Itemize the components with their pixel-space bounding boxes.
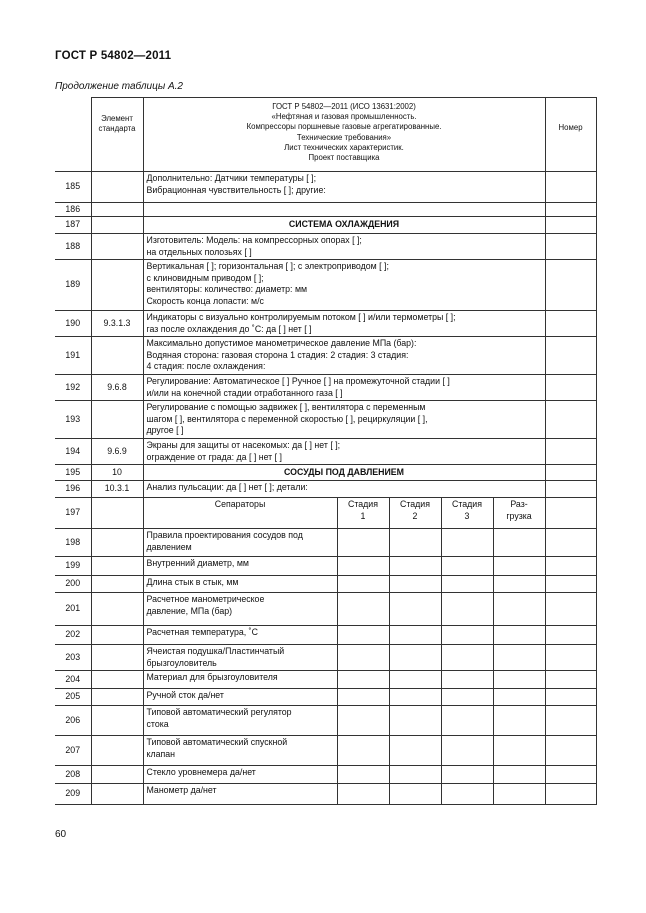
row-content-line: СИСТЕМА ОХЛАЖДЕНИЯ xyxy=(288,219,400,230)
separator-stage-2-cell xyxy=(389,784,441,805)
row-content-line: с клиновидным приводом [ ]; xyxy=(146,272,264,283)
row-number: 195 xyxy=(55,465,91,481)
row-element xyxy=(91,529,143,557)
row-element xyxy=(91,337,143,375)
row-element: 10 xyxy=(91,465,143,481)
separator-stage-1-cell xyxy=(337,689,389,706)
row-nomer xyxy=(545,736,596,766)
separator-row-label-line: Типовой автоматический регулятор xyxy=(146,707,292,717)
separator-row xyxy=(55,706,596,736)
separator-stage-1-cell xyxy=(337,557,389,576)
separator-row xyxy=(55,645,596,671)
separator-row-label-line: Правила проектирования сосудов под xyxy=(146,530,303,540)
row-element xyxy=(91,645,143,671)
row-number: 191 xyxy=(55,337,91,375)
separator-row xyxy=(55,529,596,557)
separator-stage-2-cell xyxy=(389,736,441,766)
row-nomer xyxy=(545,337,596,375)
separator-stage-1-cell xyxy=(337,766,389,784)
separator-stage-1-header-line: Стадия xyxy=(348,499,378,509)
separator-row-label-line: Ручной сток да/нет xyxy=(146,690,224,700)
table-row xyxy=(55,203,596,217)
table-row xyxy=(55,465,596,481)
header-title-line: Проект поставщика xyxy=(308,153,380,163)
row-content-line: Экраны для защиты от насекомых: да [ ] нет [ ]; xyxy=(146,440,341,450)
separator-unload-header xyxy=(493,498,545,529)
separator-row-label-line: Типовой автоматический спускной xyxy=(146,737,288,747)
separator-stage-3-cell xyxy=(441,766,493,784)
row-element xyxy=(91,766,143,784)
row-content-line: вентиляторы: количество: диаметр: мм xyxy=(146,284,308,294)
row-number: 205 xyxy=(55,689,91,706)
row-content-line: Вибрационная чувствительность [ ]; другие: xyxy=(146,184,326,195)
row-element xyxy=(91,576,143,593)
row-number: 189 xyxy=(55,260,91,311)
separator-stage-3-cell xyxy=(441,706,493,736)
separator-stage-1-cell xyxy=(337,736,389,766)
separator-stage-3-cell xyxy=(441,593,493,626)
row-nomer xyxy=(545,529,596,557)
row-nomer xyxy=(545,481,596,498)
row-nomer xyxy=(545,311,596,337)
separator-row-label-line: Расчетная температура, ˚С xyxy=(146,627,258,637)
separator-stage-2-cell xyxy=(389,706,441,736)
table-row xyxy=(55,311,596,337)
separator-unload-header-line: грузка xyxy=(506,510,532,521)
row-element: 10.3.1 xyxy=(91,481,143,498)
row-content-line: Анализ пульсации: да [ ] нет [ ]; детали: xyxy=(146,482,308,492)
separator-row-label-line: брызгоуловитель xyxy=(146,657,217,668)
separator-row xyxy=(55,671,596,689)
header-element-cell xyxy=(91,98,143,172)
row-element xyxy=(91,401,143,439)
row-content-line: Регулирование с помощью задвижек [ ], вентилятора с переменным xyxy=(146,402,426,412)
separator-row-label-line: Материал для брызгоуловителя xyxy=(146,672,278,682)
separator-row xyxy=(55,766,596,784)
separator-unload-cell xyxy=(493,766,545,784)
row-number: 200 xyxy=(55,576,91,593)
header-title-line: ГОСТ Р 54802—2011 (ИСО 13631:2002) xyxy=(272,102,416,111)
separator-stage-2-cell xyxy=(389,557,441,576)
separator-stage-2-cell xyxy=(389,766,441,784)
row-element xyxy=(91,203,143,217)
separator-stage-1-header-line: 1 xyxy=(360,510,366,521)
separator-row-label-line: давление, МПа (бар) xyxy=(146,605,233,616)
row-number: 208 xyxy=(55,766,91,784)
separator-row xyxy=(55,576,596,593)
separator-unload-cell xyxy=(493,576,545,593)
header-title-cell xyxy=(143,98,545,172)
separator-unload-cell xyxy=(493,689,545,706)
separator-row-label-line: Ячеистая подушка/Пластинчатый xyxy=(146,646,285,656)
row-element xyxy=(91,706,143,736)
separator-row-label-line: Длина стык в стык, мм xyxy=(146,577,239,587)
separator-stage-3-cell xyxy=(441,784,493,805)
separator-stage-3-header-line: Стадия xyxy=(452,499,482,509)
row-element: 9.3.1.3 xyxy=(91,311,143,337)
separator-stage-2-header-line: 2 xyxy=(412,510,418,521)
separator-stage-2-cell xyxy=(389,671,441,689)
row-content-line: СОСУДЫ ПОД ДАВЛЕНИЕМ xyxy=(284,466,405,477)
row-number: 202 xyxy=(55,626,91,645)
row-element xyxy=(91,172,143,203)
header-title-line: Технические требования» xyxy=(296,132,392,142)
separator-stage-2-cell xyxy=(389,626,441,645)
row-number: 201 xyxy=(55,593,91,626)
row-content-line: ограждение от града: да [ ] нет [ ] xyxy=(146,451,282,462)
row-content xyxy=(143,375,545,401)
separator-row-label-line: Внутренний диаметр, мм xyxy=(146,558,249,568)
row-element: 9.6.8 xyxy=(91,375,143,401)
separator-stage-1-header xyxy=(337,498,389,529)
table-row xyxy=(55,217,596,234)
row-element xyxy=(91,260,143,311)
separator-row-label xyxy=(143,784,337,805)
row-element xyxy=(91,557,143,576)
row-number: 206 xyxy=(55,706,91,736)
separator-stage-3-cell xyxy=(441,529,493,557)
row-content xyxy=(143,217,545,234)
separator-stage-2-cell xyxy=(389,593,441,626)
row-nomer xyxy=(545,784,596,805)
table-row xyxy=(55,439,596,465)
separator-stage-2-cell xyxy=(389,689,441,706)
row-nomer xyxy=(545,645,596,671)
page-number: 60 xyxy=(55,829,67,840)
row-content xyxy=(143,260,545,311)
separator-unload-cell xyxy=(493,784,545,805)
separator-row-label-line: клапан xyxy=(146,748,175,759)
table-header-row xyxy=(55,98,596,172)
row-content xyxy=(143,172,545,203)
row-number: 203 xyxy=(55,645,91,671)
separator-row-label xyxy=(143,645,337,671)
row-element xyxy=(91,217,143,234)
row-element xyxy=(91,736,143,766)
table-row xyxy=(55,234,596,260)
row-nomer xyxy=(545,203,596,217)
separator-row-label xyxy=(143,689,337,706)
separator-row xyxy=(55,626,596,645)
row-content-line: Водяная сторона: газовая сторона 1 стадия: 2 стадия: 3 стадия: xyxy=(146,349,409,360)
separators-label: Сепараторы xyxy=(143,498,337,529)
separator-stage-1-cell xyxy=(337,593,389,626)
separator-stage-3-cell xyxy=(441,736,493,766)
row-content-line: на отдельных полозьях [ ] xyxy=(146,246,252,257)
row-nomer xyxy=(545,593,596,626)
separator-stage-1-cell xyxy=(337,671,389,689)
specification-table xyxy=(55,97,597,805)
separator-row-label-line: Расчетное манометрическое xyxy=(146,594,265,604)
row-nomer xyxy=(545,234,596,260)
separator-stage-1-cell xyxy=(337,706,389,736)
separator-row xyxy=(55,593,596,626)
row-content xyxy=(143,465,545,481)
row-number: 199 xyxy=(55,557,91,576)
separator-stage-3-header-line: 3 xyxy=(464,510,470,521)
row-content xyxy=(143,337,545,375)
row-number: 188 xyxy=(55,234,91,260)
separator-stage-3-cell xyxy=(441,576,493,593)
separator-stage-3-header xyxy=(441,498,493,529)
row-number: 207 xyxy=(55,736,91,766)
row-content-line: 4 стадия: после охлаждения: xyxy=(146,361,266,371)
separator-unload-header-line: Раз- xyxy=(510,499,528,509)
row-nomer xyxy=(545,557,596,576)
separator-row-label xyxy=(143,626,337,645)
row-number: 204 xyxy=(55,671,91,689)
separator-row-label-line: Стекло уровнемера да/нет xyxy=(146,767,256,777)
separator-stage-2-cell xyxy=(389,645,441,671)
row-nomer xyxy=(545,706,596,736)
separator-row-label xyxy=(143,593,337,626)
separator-row-label-line: Манометр да/нет xyxy=(146,785,217,795)
page-header: ГОСТ Р 54802—2011 xyxy=(55,50,172,62)
row-nomer xyxy=(545,375,596,401)
row-content-line: Индикаторы с визуально контролируемым потоком [ ] и/или термометры [ ]; xyxy=(146,312,456,322)
row-nomer xyxy=(545,217,596,234)
row-content xyxy=(143,311,545,337)
separator-row-label xyxy=(143,576,337,593)
header-title-line: «Нефтяная и газовая промышленность. xyxy=(271,112,417,122)
separator-row-label-line: стока xyxy=(146,718,169,729)
separator-unload-cell xyxy=(493,671,545,689)
separator-stage-1-cell xyxy=(337,576,389,593)
row-number: 186 xyxy=(55,203,91,217)
row-nomer xyxy=(545,626,596,645)
row-number: 198 xyxy=(55,529,91,557)
separator-stage-3-cell xyxy=(441,626,493,645)
table-row xyxy=(55,481,596,498)
separators-header-row xyxy=(55,498,596,529)
header-nomer-cell: Номер xyxy=(545,98,596,172)
row-number: 194 xyxy=(55,439,91,465)
table-row xyxy=(55,401,596,439)
row-content-line: другое [ ] xyxy=(146,425,184,435)
row-number: 193 xyxy=(55,401,91,439)
row-nomer xyxy=(545,439,596,465)
separator-row-label xyxy=(143,529,337,557)
header-title-line: Компрессоры поршневые газовые агрегатированные. xyxy=(246,122,442,132)
separator-row xyxy=(55,689,596,706)
table-row xyxy=(55,375,596,401)
separator-stage-1-cell xyxy=(337,784,389,805)
row-number: 185 xyxy=(55,172,91,203)
header-title-line: Лист технических характеристик. xyxy=(284,142,404,152)
separator-stage-3-cell xyxy=(441,671,493,689)
row-number: 209 xyxy=(55,784,91,805)
separator-stage-3-cell xyxy=(441,645,493,671)
row-content-line: Максимально допустимое манометрическое давление МПа (бар): xyxy=(146,338,417,348)
row-number: 187 xyxy=(55,217,91,234)
row-nomer xyxy=(545,498,596,529)
separator-stage-2-header-line: Стадия xyxy=(400,499,430,509)
separator-row-label-line: давлением xyxy=(146,541,192,552)
separator-row xyxy=(55,784,596,805)
separator-unload-cell xyxy=(493,626,545,645)
row-nomer xyxy=(545,766,596,784)
row-element xyxy=(91,671,143,689)
row-content-line: Дополнительно: Датчики температуры [ ]; xyxy=(146,173,317,183)
separator-row xyxy=(55,736,596,766)
separator-row xyxy=(55,557,596,576)
row-content xyxy=(143,401,545,439)
row-nomer xyxy=(545,401,596,439)
row-element xyxy=(91,593,143,626)
row-element xyxy=(91,626,143,645)
row-nomer xyxy=(545,671,596,689)
row-number: 196 xyxy=(55,481,91,498)
row-content xyxy=(143,203,545,217)
header-element-line: Элемент xyxy=(101,114,133,123)
separator-stage-2-cell xyxy=(389,529,441,557)
separator-unload-cell xyxy=(493,529,545,557)
table-row xyxy=(55,172,596,203)
separator-row-label xyxy=(143,557,337,576)
row-content-line: Вертикальная [ ]; горизонтальная [ ]; с электроприводом [ ]; xyxy=(146,261,389,271)
row-content-line: Скорость конца лопасти: м/с xyxy=(146,295,264,306)
row-content-line: и/или на конечной стадии отработанного газа [ ] xyxy=(146,387,343,398)
row-content-line: Регулирование: Автоматическое [ ] Ручное [ ] на промежуточной стадии [ ] xyxy=(146,376,450,386)
separator-row-label xyxy=(143,736,337,766)
separator-row-label xyxy=(143,766,337,784)
separator-stage-1-cell xyxy=(337,529,389,557)
row-element xyxy=(91,234,143,260)
row-element xyxy=(91,689,143,706)
table-row xyxy=(55,260,596,311)
header-element-line: стандарта xyxy=(98,124,136,133)
row-content xyxy=(143,234,545,260)
row-nomer xyxy=(545,172,596,203)
row-number: 197 xyxy=(55,498,91,529)
separator-stage-3-cell xyxy=(441,689,493,706)
separator-stage-3-cell xyxy=(441,557,493,576)
row-nomer xyxy=(545,465,596,481)
separator-stage-2-cell xyxy=(389,576,441,593)
row-nomer xyxy=(545,576,596,593)
table-caption: Продолжение таблицы А.2 xyxy=(55,81,183,92)
separator-row-label xyxy=(143,706,337,736)
separator-unload-cell xyxy=(493,557,545,576)
row-content-line: Изготовитель: Модель: на компрессорных опорах [ ]; xyxy=(146,235,362,245)
separator-row-label xyxy=(143,671,337,689)
row-content xyxy=(143,439,545,465)
row-content-line: шагом [ ], вентилятора с переменной скоростью [ ], рециркуляции [ ], xyxy=(146,413,428,424)
separator-stage-1-cell xyxy=(337,645,389,671)
row-nomer xyxy=(545,689,596,706)
separator-unload-cell xyxy=(493,593,545,626)
row-number: 192 xyxy=(55,375,91,401)
row-element xyxy=(91,784,143,805)
separator-stage-1-cell xyxy=(337,626,389,645)
header-number-cell xyxy=(55,98,91,172)
separator-unload-cell xyxy=(493,736,545,766)
separator-unload-cell xyxy=(493,645,545,671)
separator-stage-2-header xyxy=(389,498,441,529)
row-nomer xyxy=(545,260,596,311)
table-row xyxy=(55,337,596,375)
row-content xyxy=(143,481,545,498)
separator-unload-cell xyxy=(493,706,545,736)
row-number: 190 xyxy=(55,311,91,337)
row-element xyxy=(91,498,143,529)
row-element: 9.6.9 xyxy=(91,439,143,465)
row-content-line: газ после охлаждения до ˚С: да [ ] нет [ ] xyxy=(146,323,312,334)
